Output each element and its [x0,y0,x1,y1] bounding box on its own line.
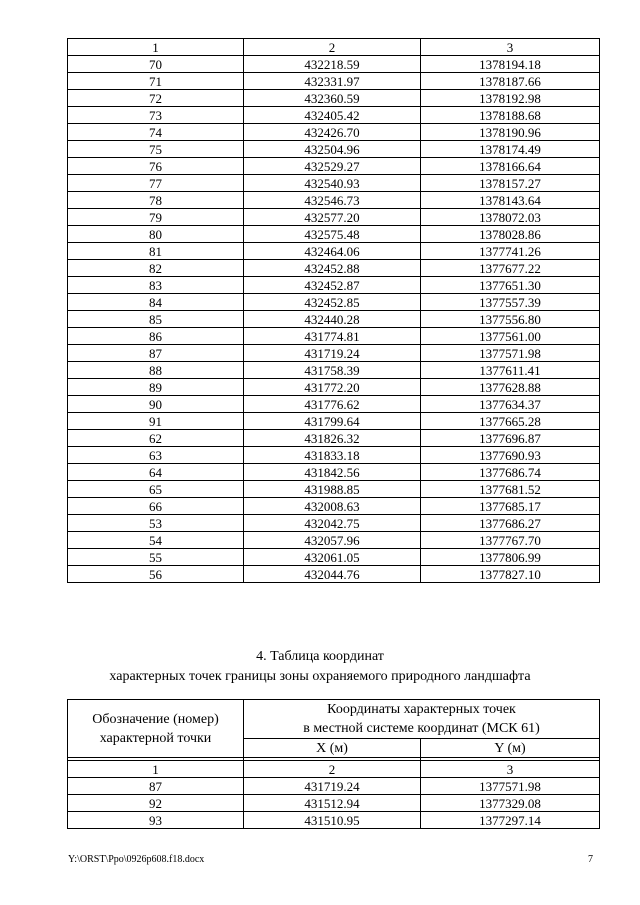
table-row [68,532,600,549]
coordinates-header-line2: в местной системе координат (МСК 61) [303,721,540,736]
table-row [68,515,600,532]
x-coordinate: 431512.94 [244,795,421,812]
x-coordinate: 431776.62 [244,396,421,413]
table-row [68,124,600,141]
y-coordinate: 1378157.27 [421,175,600,192]
point-number: 66 [68,498,244,515]
x-coordinate: 431799.64 [244,413,421,430]
table-row [68,73,600,90]
x-coordinate: 431833.18 [244,447,421,464]
table-row [68,481,600,498]
table-row [68,549,600,566]
column-number-2: 2 [244,761,421,778]
column-number-1: 1 [68,761,244,778]
point-number: 88 [68,362,244,379]
coordinates-table-continued [67,38,600,583]
table-row [68,345,600,362]
point-number: 89 [68,379,244,396]
y-coordinate: 1378072.03 [421,209,600,226]
y-coordinate: 1377741.26 [421,243,600,260]
column-number-3: 3 [421,39,600,56]
column-number-3: 3 [421,761,600,778]
y-coordinate: 1377690.93 [421,447,600,464]
x-coordinate: 432405.42 [244,107,421,124]
x-coordinate: 432008.63 [244,498,421,515]
table-row [68,430,600,447]
page-number: 7 [588,854,593,865]
table-row [68,498,600,515]
x-coordinate: 431719.24 [244,345,421,362]
point-designation-header [68,700,244,758]
y-coordinate: 1377806.99 [421,549,600,566]
table-row [68,447,600,464]
point-number: 70 [68,56,244,73]
point-number: 77 [68,175,244,192]
point-number: 54 [68,532,244,549]
table-row [68,464,600,481]
y-coordinate: 1377651.30 [421,277,600,294]
coordinates-header [244,700,600,739]
point-number: 87 [68,778,244,795]
point-number: 53 [68,515,244,532]
section-title: 4. Таблица координат [256,649,384,664]
point-number: 93 [68,812,244,829]
point-number: 82 [68,260,244,277]
section-subtitle: характерных точек границы зоны охраняемого природного ландшафта [109,669,531,684]
point-number: 64 [68,464,244,481]
table-row [68,413,600,430]
y-coordinate: 1377628.88 [421,379,600,396]
point-number: 63 [68,447,244,464]
y-coordinate: 1377329.08 [421,795,600,812]
x-coordinate: 431988.85 [244,481,421,498]
point-number: 84 [68,294,244,311]
x-coordinate: 431774.81 [244,328,421,345]
y-coordinate: 1377611.41 [421,362,600,379]
y-coordinate: 1378188.68 [421,107,600,124]
point-number: 78 [68,192,244,209]
x-coordinate: 432464.06 [244,243,421,260]
x-coordinate: 432057.96 [244,532,421,549]
point-number: 86 [68,328,244,345]
x-coordinate: 432426.70 [244,124,421,141]
y-coordinate: 1377665.28 [421,413,600,430]
table-row [68,795,600,812]
x-coordinate: 432540.93 [244,175,421,192]
x-coordinate: 432440.28 [244,311,421,328]
point-number: 71 [68,73,244,90]
x-coordinate: 432452.88 [244,260,421,277]
point-designation-header-line1: Обозначение (номер) [92,711,219,727]
x-coordinate: 432042.75 [244,515,421,532]
landscape-zone-coordinates-table [67,699,600,829]
point-number: 74 [68,124,244,141]
x-coordinate: 432577.20 [244,209,421,226]
x-coordinate: 432452.85 [244,294,421,311]
point-number: 55 [68,549,244,566]
point-number: 75 [68,141,244,158]
point-number: 87 [68,345,244,362]
y-coordinate: 1377556.80 [421,311,600,328]
x-coordinate: 431510.95 [244,812,421,829]
coordinates-header-line1: Координаты характерных точек [327,702,516,717]
table-row [68,226,600,243]
y-coordinate: 1377677.22 [421,260,600,277]
y-coordinate: 1377297.14 [421,812,600,829]
table-row [68,141,600,158]
point-number: 90 [68,396,244,413]
y-coordinate: 1378194.18 [421,56,600,73]
table-row [68,260,600,277]
table-row [68,175,600,192]
point-number: 81 [68,243,244,260]
section-heading [0,647,640,687]
table-row [68,362,600,379]
point-number: 62 [68,430,244,447]
table-row [68,243,600,260]
y-coordinate: 1377557.39 [421,294,600,311]
table-row [68,209,600,226]
table-row [68,294,600,311]
y-coordinate: 1378174.49 [421,141,600,158]
table-row [68,328,600,345]
x-axis-header: X (м) [244,739,421,758]
table-row [68,566,600,583]
x-coordinate: 431826.32 [244,430,421,447]
table-row [68,311,600,328]
point-number: 72 [68,90,244,107]
point-number: 80 [68,226,244,243]
table-row [68,812,600,829]
y-coordinate: 1377561.00 [421,328,600,345]
point-number: 92 [68,795,244,812]
x-coordinate: 431842.56 [244,464,421,481]
y-coordinate: 1378192.98 [421,90,600,107]
table-row [68,90,600,107]
x-coordinate: 431772.20 [244,379,421,396]
point-number: 91 [68,413,244,430]
y-coordinate: 1378143.64 [421,192,600,209]
point-number: 76 [68,158,244,175]
x-coordinate: 432529.27 [244,158,421,175]
y-coordinate: 1377685.17 [421,498,600,515]
point-number: 56 [68,566,244,583]
table-row [68,379,600,396]
y-coordinate: 1377571.98 [421,345,600,362]
column-number-1: 1 [68,39,244,56]
y-coordinate: 1377634.37 [421,396,600,413]
x-coordinate: 432360.59 [244,90,421,107]
x-coordinate: 432575.48 [244,226,421,243]
x-coordinate: 431719.24 [244,778,421,795]
table-row [68,107,600,124]
x-coordinate: 432061.05 [244,549,421,566]
table2-numbering-row [68,761,600,778]
table-header-row [68,39,600,56]
x-coordinate: 432504.96 [244,141,421,158]
table-row [68,277,600,294]
point-number: 83 [68,277,244,294]
point-number: 79 [68,209,244,226]
y-coordinate: 1378187.66 [421,73,600,90]
y-axis-header: Y (м) [421,739,600,758]
table2-header-row [68,700,600,739]
y-coordinate: 1377767.70 [421,532,600,549]
x-coordinate: 432044.76 [244,566,421,583]
y-coordinate: 1378190.96 [421,124,600,141]
x-coordinate: 432546.73 [244,192,421,209]
table-row [68,56,600,73]
y-coordinate: 1378166.64 [421,158,600,175]
table-row [68,778,600,795]
column-number-2: 2 [244,39,421,56]
table-row [68,396,600,413]
point-number: 65 [68,481,244,498]
x-coordinate: 432218.59 [244,56,421,73]
table-row [68,158,600,175]
point-number: 85 [68,311,244,328]
footer-file-path: Y:\ORST\Ppo\0926p608.f18.docx [68,854,205,865]
y-coordinate: 1377681.52 [421,481,600,498]
x-coordinate: 432331.97 [244,73,421,90]
y-coordinate: 1377686.27 [421,515,600,532]
y-coordinate: 1378028.86 [421,226,600,243]
y-coordinate: 1377696.87 [421,430,600,447]
y-coordinate: 1377827.10 [421,566,600,583]
y-coordinate: 1377571.98 [421,778,600,795]
point-number: 73 [68,107,244,124]
x-coordinate: 432452.87 [244,277,421,294]
point-designation-header-line2: характерной точки [99,730,212,746]
table-row [68,192,600,209]
y-coordinate: 1377686.74 [421,464,600,481]
x-coordinate: 431758.39 [244,362,421,379]
